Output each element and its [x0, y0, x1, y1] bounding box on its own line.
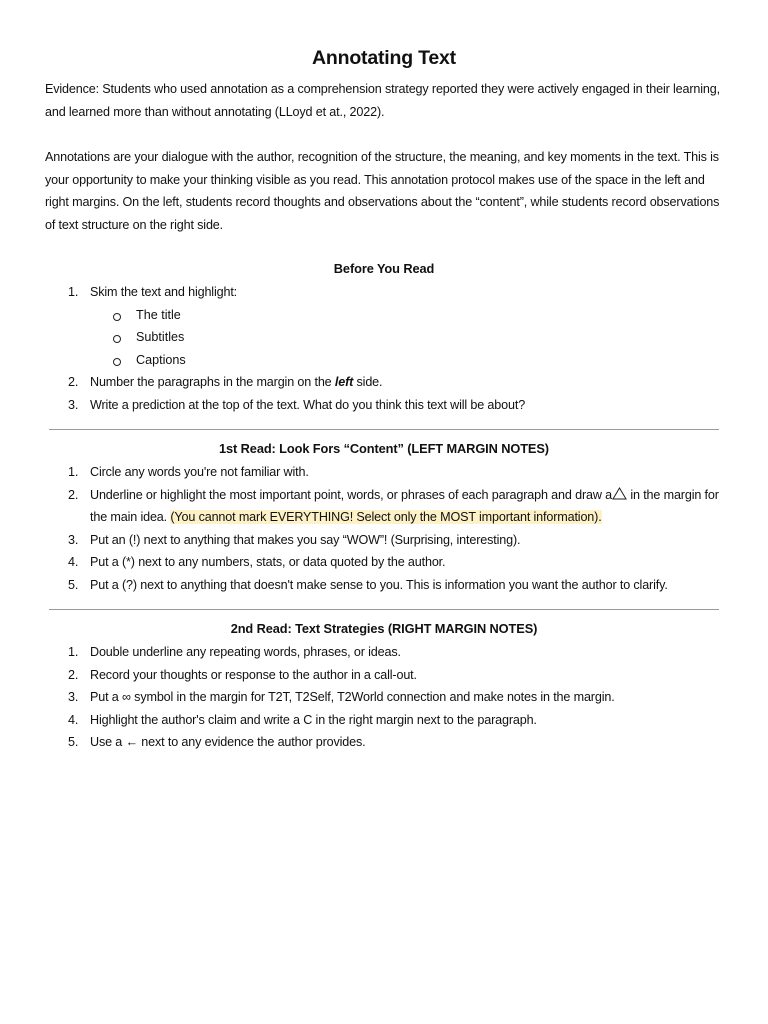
list-number: 3.: [68, 690, 79, 705]
circle-bullet-icon: [113, 313, 121, 321]
list-number: 5.: [68, 577, 79, 592]
list-number: 2.: [68, 667, 79, 682]
list-item: [0, 551, 768, 574]
section-divider: [49, 609, 719, 610]
list-item-text: Number the paragraphs in the margin on the: [90, 375, 335, 390]
first-read-heading: 1st Read: Look Fors “Content” (LEFT MARGIN NOTES): [219, 441, 549, 456]
highlighted-note: (You cannot mark EVERYTHING! Select only the MOST important information).: [170, 510, 602, 525]
list-number: 2.: [68, 487, 79, 502]
list-item-text: Put a ∞ symbol in the margin for T2T, T2Self, T2World connection and make notes in the margin.: [90, 690, 615, 705]
sub-item-text: Captions: [136, 352, 186, 367]
list-item-text: Write a prediction at the top of the text. What do you think this text will be about?: [90, 397, 526, 412]
sub-list-item: [0, 349, 768, 372]
list-item: [0, 574, 768, 597]
circle-bullet-icon: [113, 358, 121, 366]
list-item: [0, 371, 768, 394]
list-number: 1.: [68, 465, 79, 479]
list-item: [0, 731, 768, 754]
sub-list-item: [0, 304, 768, 327]
list-number: 3.: [68, 532, 79, 547]
list-item-text: Circle any words you're not familiar with.: [90, 465, 309, 479]
section-divider: [49, 429, 719, 430]
list-item-text: Highlight the author's claim and write a C in the right margin next to the paragraph.: [90, 712, 537, 727]
list-number: 1.: [68, 285, 79, 299]
list-number: 4.: [68, 555, 79, 570]
evidence-paragraph: [45, 78, 725, 123]
list-item-text: Record your thoughts or response to the author in a call-out.: [90, 667, 417, 682]
sub-item-text: The title: [136, 307, 181, 322]
evidence-text: Evidence: Students who used annotation as a comprehension strategy reported they were actively engaged in their learning, and learned more than without annotating (LLoyd et at., 2022).: [45, 82, 720, 119]
list-number: 4.: [68, 712, 79, 727]
list-item-text: Put an (!) next to anything that makes you say “WOW”! (Surprising, interesting).: [90, 532, 521, 547]
list-item-text: Put a (*) next to any numbers, stats, or data quoted by the author.: [90, 555, 446, 570]
list-item: [0, 484, 768, 529]
description-text: Annotations are your dialogue with the author, recognition of the structure, the meaning, and key moments in the text. This is your opportunity to make your thinking visible as you read. This annotation protocol makes use of the space in the left and right margins. On the left, students record thoughts and observations about the “content”, while students record observations of text structure on the right side.: [45, 150, 720, 232]
list-item: [0, 461, 768, 484]
description-paragraph: [45, 146, 725, 236]
list-item: [0, 394, 768, 417]
list-number: 1.: [68, 645, 79, 659]
list-item-text: Skim the text and highlight:: [90, 285, 238, 299]
list-number: 5.: [68, 735, 79, 750]
before-read-list: [0, 281, 768, 417]
sub-list-item: [0, 326, 768, 349]
list-item-text: in the margin for the main idea.: [90, 487, 719, 525]
before-read-heading: Before You Read: [333, 261, 435, 276]
circle-bullet-icon: [113, 335, 121, 343]
first-read-list: [0, 461, 768, 597]
list-item: [0, 529, 768, 552]
second-read-heading: 2nd Read: Text Strategies (RIGHT MARGIN NOTES): [230, 621, 538, 636]
list-item: [0, 281, 768, 304]
list-item: [0, 709, 768, 732]
list-number: 2.: [68, 375, 79, 390]
list-item: [0, 664, 768, 687]
list-item: [0, 686, 768, 709]
page-title: Annotating Text: [312, 47, 456, 69]
list-item-text: Use a ← next to any evidence the author provides.: [90, 735, 366, 750]
second-read-list: [0, 641, 768, 754]
emphasis-text: left: [334, 375, 354, 390]
sub-item-text: Subtitles: [136, 330, 185, 345]
list-item-text: side.: [353, 375, 383, 390]
list-item: [0, 641, 768, 664]
list-item-text: Underline or highlight the most important point, words, or phrases of each paragraph and draw a: [90, 487, 612, 502]
list-item-text: Double underline any repeating words, phrases, or ideas.: [90, 645, 401, 659]
triangle-outline-icon: [612, 487, 627, 500]
list-number: 3.: [68, 397, 79, 412]
list-item-text: Put a (?) next to anything that doesn't make sense to you. This is information you want the author to clarify.: [90, 577, 668, 592]
